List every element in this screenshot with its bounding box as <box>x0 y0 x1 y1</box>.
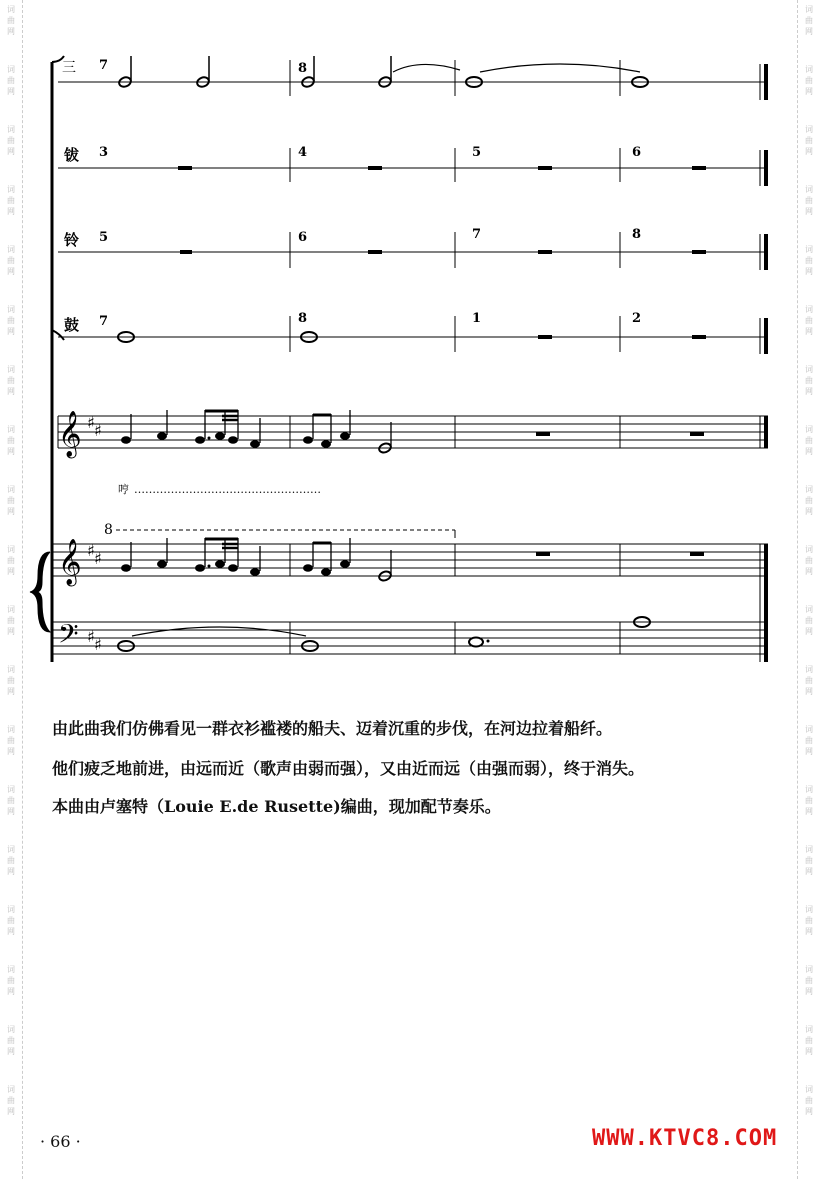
watermark-glyph: 曲 <box>805 1036 813 1045</box>
watermark-glyph: 曲 <box>7 616 15 625</box>
watermark-glyph: 词 <box>7 665 15 674</box>
half-note <box>378 56 392 88</box>
watermark-glyph: 曲 <box>805 136 813 145</box>
watermark-glyph: 曲 <box>7 76 15 85</box>
watermark-glyph: 网 <box>805 987 813 996</box>
watermark-block <box>0 1080 22 1140</box>
watermark-glyph: 曲 <box>7 496 15 505</box>
watermark-glyph: 曲 <box>805 1096 813 1105</box>
watermark-glyph: 网 <box>805 687 813 696</box>
measure-number: 8 <box>632 227 642 242</box>
watermark-glyph: 网 <box>7 1047 15 1056</box>
watermark-glyph: 曲 <box>805 856 813 865</box>
measure-number: 6 <box>632 145 642 160</box>
watermark-glyph: 曲 <box>805 436 813 445</box>
watermark-glyph: 词 <box>7 785 15 794</box>
measure-number: 4 <box>298 145 308 160</box>
watermark-glyph: 词 <box>805 5 813 14</box>
whole-rest <box>368 250 382 254</box>
watermark-glyph: 网 <box>805 387 813 396</box>
whole-rest <box>536 432 550 436</box>
page-number: · 66 · <box>40 1132 81 1151</box>
measure-number: 2 <box>632 311 642 326</box>
watermark-glyph: 网 <box>7 327 15 336</box>
whole-rest <box>178 166 192 170</box>
watermark-glyph: 词 <box>805 665 813 674</box>
piano-bass-staff <box>52 622 768 654</box>
watermark-block <box>798 720 820 780</box>
measure-number: 7 <box>99 314 109 329</box>
watermark-glyph: 词 <box>7 245 15 254</box>
sharp-icon: ♯ <box>87 413 95 432</box>
watermark-glyph: 网 <box>805 1047 813 1056</box>
watermark-block <box>0 780 22 840</box>
whole-rest <box>180 250 192 254</box>
watermark-glyph: 网 <box>7 867 15 876</box>
watermark-block <box>798 1080 820 1140</box>
whole-rest <box>692 335 706 339</box>
watermark-glyph: 网 <box>7 267 15 276</box>
watermark-glyph: 词 <box>7 65 15 74</box>
watermark-glyph: 词 <box>7 725 15 734</box>
watermark-glyph: 词 <box>805 1085 813 1094</box>
watermark-glyph: 网 <box>805 927 813 936</box>
measure-number: 1 <box>472 311 482 326</box>
treble-clef-icon: 𝄞 <box>58 411 82 457</box>
watermark-glyph: 网 <box>805 747 813 756</box>
sharp-icon: ♯ <box>87 541 95 560</box>
instrument-label-top: 三 <box>62 60 76 76</box>
watermark-glyph: 网 <box>805 27 813 36</box>
watermark-glyph: 词 <box>7 965 15 974</box>
watermark-glyph: 词 <box>7 365 15 374</box>
whole-rest <box>692 250 706 254</box>
watermark-glyph: 网 <box>7 507 15 516</box>
watermark-glyph: 曲 <box>7 136 15 145</box>
paragraph-line-3: 本曲由卢塞特（Louie E.de Rusette)编曲，现加配节奏乐。 <box>52 797 501 816</box>
watermark-glyph: 曲 <box>7 916 15 925</box>
watermark-glyph: 曲 <box>7 976 15 985</box>
watermark-glyph: 网 <box>805 207 813 216</box>
watermark-glyph: 词 <box>805 425 813 434</box>
watermark-glyph: 词 <box>805 965 813 974</box>
watermark-glyph: 词 <box>805 245 813 254</box>
watermark-block <box>798 780 820 840</box>
watermark-glyph: 词 <box>805 725 813 734</box>
watermark-glyph: 词 <box>7 845 15 854</box>
watermark-glyph: 词 <box>805 365 813 374</box>
watermark-glyph: 曲 <box>7 1036 15 1045</box>
watermark-glyph: 网 <box>7 567 15 576</box>
watermark-glyph: 网 <box>805 447 813 456</box>
tie <box>480 64 640 72</box>
whole-rest <box>368 166 382 170</box>
watermark-glyph: 曲 <box>7 1096 15 1105</box>
watermark-glyph: 曲 <box>805 616 813 625</box>
measure-number: 8 <box>298 311 308 326</box>
watermark-glyph: 词 <box>7 485 15 494</box>
watermark-glyph: 网 <box>7 747 15 756</box>
measure-number: 5 <box>472 145 482 160</box>
watermark-glyph: 词 <box>805 905 813 914</box>
watermark-block <box>0 840 22 900</box>
half-note <box>196 56 210 88</box>
watermark-glyph: 曲 <box>805 256 813 265</box>
watermark-glyph: 网 <box>7 987 15 996</box>
watermark-glyph: 词 <box>7 905 15 914</box>
watermark-glyph: 曲 <box>7 796 15 805</box>
watermark-glyph: 网 <box>805 627 813 636</box>
watermark-glyph: 曲 <box>805 376 813 385</box>
watermark-glyph: 网 <box>805 267 813 276</box>
watermark-glyph: 词 <box>805 845 813 854</box>
sharp-icon: ♯ <box>94 549 102 568</box>
watermark-glyph: 曲 <box>7 196 15 205</box>
watermark-glyph: 网 <box>7 687 15 696</box>
treble-clef-icon: 𝄞 <box>58 539 82 585</box>
dotted-half-note <box>469 638 490 647</box>
sharp-icon: ♯ <box>87 627 95 646</box>
watermark-glyph: 词 <box>805 185 813 194</box>
watermark-glyph: 词 <box>805 545 813 554</box>
half-note <box>118 56 132 88</box>
watermark-glyph: 曲 <box>7 856 15 865</box>
watermark-glyph: 曲 <box>7 16 15 25</box>
vocal-dotted-line: …………………………………………… <box>134 483 321 496</box>
instrument-label-drum: 鼓 <box>64 316 80 334</box>
whole-rest <box>538 166 552 170</box>
watermark-glyph: 曲 <box>805 76 813 85</box>
watermark-block <box>0 1020 22 1080</box>
watermark-glyph: 网 <box>805 87 813 96</box>
watermark-glyph: 网 <box>805 507 813 516</box>
watermark-block <box>0 960 22 1020</box>
watermark-glyph: 网 <box>7 147 15 156</box>
watermark-glyph: 词 <box>805 65 813 74</box>
watermark-glyph: 曲 <box>7 736 15 745</box>
watermark-glyph: 网 <box>7 27 15 36</box>
watermark-glyph: 曲 <box>7 436 15 445</box>
watermark-glyph: 网 <box>805 147 813 156</box>
watermark-glyph: 网 <box>7 627 15 636</box>
whole-rest <box>690 432 704 436</box>
vocal-staff <box>58 416 768 448</box>
watermark-glyph: 曲 <box>805 556 813 565</box>
measure-number: 7 <box>99 58 109 73</box>
watermark-glyph: 曲 <box>805 736 813 745</box>
instrument-label-cymbal: 钹 <box>64 146 80 164</box>
watermark-glyph: 网 <box>7 1107 15 1116</box>
measure-number: 8 <box>298 61 308 76</box>
watermark-glyph: 曲 <box>7 556 15 565</box>
watermark-glyph: 词 <box>805 605 813 614</box>
watermark-glyph: 词 <box>7 185 15 194</box>
watermark-glyph: 词 <box>805 125 813 134</box>
watermark-glyph: 曲 <box>7 676 15 685</box>
watermark-glyph: 词 <box>7 545 15 554</box>
watermark-glyph: 词 <box>805 305 813 314</box>
watermark-glyph: 曲 <box>805 316 813 325</box>
watermark-glyph: 词 <box>7 605 15 614</box>
measure-number: 7 <box>472 227 482 242</box>
ottava-mark: 8 <box>104 522 113 538</box>
piano-brace <box>30 552 50 632</box>
watermark-glyph: 词 <box>805 1025 813 1034</box>
piano-treble-staff <box>52 544 768 576</box>
whole-rest <box>692 166 706 170</box>
measure-number: 5 <box>99 230 109 245</box>
watermark-block <box>798 900 820 960</box>
measure-number: 3 <box>99 145 109 160</box>
watermark-glyph: 曲 <box>805 16 813 25</box>
watermark-glyph: 网 <box>805 807 813 816</box>
whole-rest <box>538 335 552 339</box>
site-watermark: WWW.KTVC8.COM <box>592 1126 778 1151</box>
watermark-block <box>798 840 820 900</box>
watermark-glyph: 网 <box>7 927 15 936</box>
whole-rest <box>538 250 552 254</box>
watermark-block <box>0 900 22 960</box>
measure-number: 6 <box>298 230 308 245</box>
watermark-glyph: 网 <box>7 207 15 216</box>
watermark-glyph: 网 <box>7 447 15 456</box>
watermark-glyph: 词 <box>7 305 15 314</box>
watermark-glyph: 词 <box>7 1085 15 1094</box>
sharp-icon: ♯ <box>94 635 102 654</box>
watermark-glyph: 曲 <box>805 796 813 805</box>
watermark-glyph: 网 <box>7 387 15 396</box>
watermark-glyph: 曲 <box>7 376 15 385</box>
watermark-glyph: 网 <box>805 327 813 336</box>
bracket-bottom-hook <box>52 330 64 340</box>
watermark-block <box>0 720 22 780</box>
paragraph-line-2: 他们疲乏地前进，由远而近（歌声由弱而强），又由近而远（由强而弱），终于消失。 <box>52 759 645 778</box>
watermark-glyph: 网 <box>7 807 15 816</box>
watermark-glyph: 网 <box>805 567 813 576</box>
vocal-syllable: 哼 <box>118 483 129 496</box>
watermark-glyph: 网 <box>7 87 15 96</box>
instrument-label-bell: 铃 <box>64 231 80 249</box>
watermark-glyph: 网 <box>805 1107 813 1116</box>
watermark-glyph: 曲 <box>805 196 813 205</box>
bass-clef-icon: 𝄢 <box>58 618 79 656</box>
tie <box>132 627 306 636</box>
tie <box>393 64 460 72</box>
watermark-glyph: 曲 <box>7 316 15 325</box>
watermark-glyph: 词 <box>7 125 15 134</box>
watermark-glyph: 曲 <box>7 256 15 265</box>
watermark-glyph: 词 <box>7 1025 15 1034</box>
watermark-glyph: 词 <box>7 425 15 434</box>
watermark-block <box>798 960 820 1020</box>
watermark-glyph: 曲 <box>805 496 813 505</box>
watermark-glyph: 词 <box>805 485 813 494</box>
watermark-glyph: 曲 <box>805 916 813 925</box>
watermark-glyph: 词 <box>7 5 15 14</box>
watermark-block <box>798 1020 820 1080</box>
whole-rest <box>690 552 704 556</box>
paragraph-line-1: 由此曲我们仿佛看见一群衣衫褴褛的船夫、迈着沉重的步伐，在河边拉着船纤。 <box>52 719 613 738</box>
watermark-glyph: 网 <box>805 867 813 876</box>
watermark-glyph: 曲 <box>805 676 813 685</box>
watermark-glyph: 词 <box>805 785 813 794</box>
watermark-glyph: 曲 <box>805 976 813 985</box>
sharp-icon: ♯ <box>94 421 102 440</box>
whole-rest <box>536 552 550 556</box>
